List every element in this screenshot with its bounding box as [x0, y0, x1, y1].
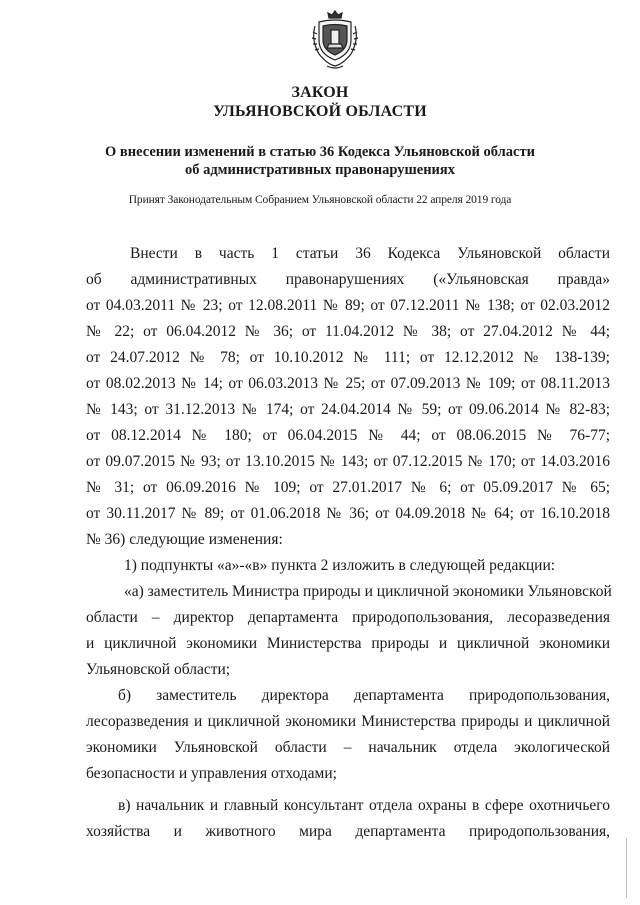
body-line: Ульяновской области;: [86, 661, 231, 678]
body-line: безопасности и управления отходами;: [86, 765, 337, 782]
body-line: и цикличной экономики Министерства природы и цикличной экономики: [86, 635, 610, 652]
law-subtitle-line-1: О внесении изменений в статью 36 Кодекса Ульяновской области: [105, 144, 535, 160]
coat-of-arms-icon: [309, 8, 361, 72]
body-line: № 36) следующие изменения:: [86, 531, 283, 548]
body-line: экономики Ульяновской области – начальник отдела экологической: [86, 739, 610, 756]
law-subtitle-line-2: об административных правонарушениях: [184, 162, 456, 178]
body-line: от 04.03.2011 № 23; от 12.08.2011 № 89; от 07.12.2011 № 138; от 02.03.2012: [86, 297, 610, 314]
body-line: от 09.07.2015 № 93; от 13.10.2015 № 143; от 07.12.2015 № 170; от 14.03.2016: [86, 453, 610, 470]
body-line: области – директор департамента природопользования, лесоразведения: [86, 609, 610, 626]
body-line: в) начальник и главный консультант отдела охраны в сфере охотничьего: [118, 797, 610, 814]
body-line: лесоразведения и цикличной экономики Министерства природы и цикличной: [86, 713, 610, 730]
body-line: Внести в часть 1 статьи 36 Кодекса Ульяновской области: [130, 245, 610, 262]
body-line: 1) подпункты «а»-«в» пункта 2 изложить в следующей редакции:: [124, 557, 556, 574]
scan-edge-mark: [626, 838, 627, 898]
region-heading: УЛЬЯНОВСКОЙ ОБЛАСТИ: [213, 103, 427, 120]
body-line: № 31; от 06.09.2016 № 109; от 27.01.2017 № 6; от 05.09.2017 № 65;: [86, 479, 610, 496]
body-line: от 08.12.2014 № 180; от 06.04.2015 № 44; от 08.06.2015 № 76-77;: [86, 427, 610, 444]
body-line: «а) заместитель Министра природы и цикличной экономики Ульяновской: [124, 583, 612, 600]
law-heading: ЗАКОН: [291, 84, 349, 101]
body-line: б) заместитель директора департамента природопользования,: [118, 687, 610, 704]
body-line: от 08.02.2013 № 14; от 06.03.2013 № 25; от 07.09.2013 № 109; от 08.11.2013: [86, 375, 610, 392]
adoption-note: Принят Законодательным Собранием Ульяновской области 22 апреля 2019 года: [128, 194, 512, 206]
body-line: хозяйства и животного мира департамента природопользования,: [86, 823, 610, 840]
body-line: № 143; от 31.12.2013 № 174; от 24.04.2014 № 59; от 09.06.2014 № 82-83;: [86, 401, 610, 418]
body-line: № 22; от 06.04.2012 № 36; от 11.04.2012 № 38; от 27.04.2012 № 44;: [86, 323, 610, 340]
body-line: от 24.07.2012 № 78; от 10.10.2012 № 111; от 12.12.2012 № 138-139;: [86, 349, 610, 366]
body-line: от 30.11.2017 № 89; от 01.06.2018 № 36; от 04.09.2018 № 64; от 16.10.2018: [86, 505, 610, 522]
body-line: об административных правонарушениях («Ульяновская правда»: [86, 271, 610, 288]
